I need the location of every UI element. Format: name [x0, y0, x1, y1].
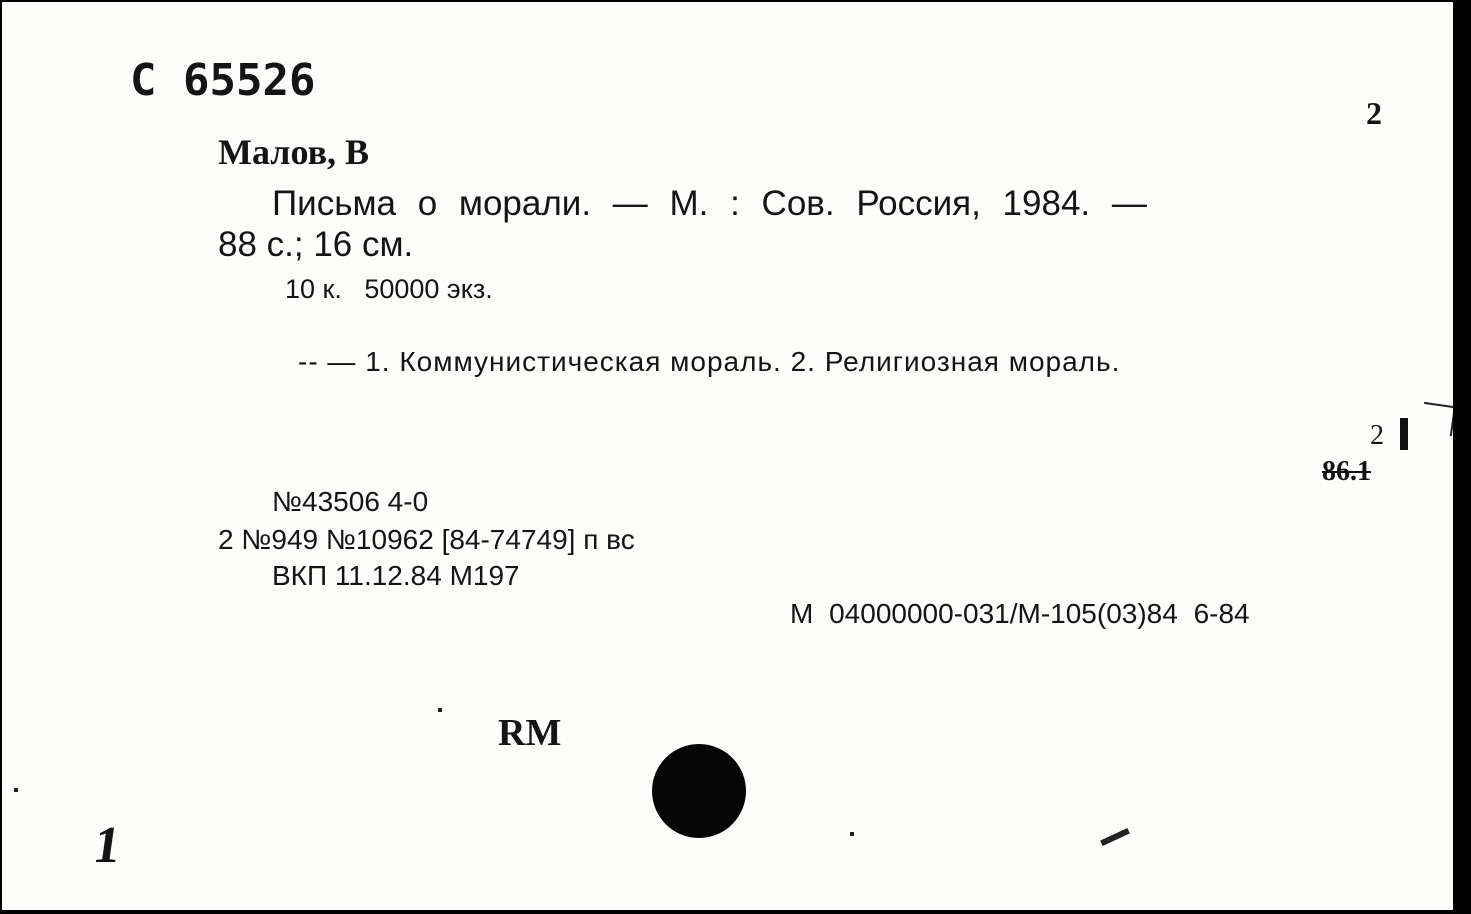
author: Малов, В	[218, 132, 370, 172]
catalog-card	[2, 2, 1453, 910]
class-number: 2	[1370, 420, 1384, 451]
isbn-line: М 04000000-031/М-105(03)84 6-84	[790, 598, 1250, 629]
call-number: C 65526	[130, 55, 316, 106]
subject-headings: -- — 1. Коммунистическая мораль. 2. Религиозная мораль.	[298, 346, 1121, 377]
class-code: 86.1	[1322, 456, 1371, 487]
ink-mark	[1100, 828, 1130, 846]
library-stamp: RM	[498, 712, 562, 754]
record-line-2: 2 №949 №10962 [84-74749] п вс	[218, 524, 635, 555]
title-line-2: 88 с.; 16 см.	[218, 225, 414, 264]
corner-number: 2	[1366, 95, 1382, 131]
punch-hole	[652, 744, 746, 838]
record-line-1: №43506 4-0	[272, 486, 429, 517]
speck	[850, 832, 854, 836]
handwritten-mark: 1	[90, 817, 125, 874]
ink-mark	[1400, 418, 1408, 450]
title-line-1: Письма о морали. — М. : Сов. Россия, 1984. —	[272, 184, 1147, 223]
record-line-3: ВКП 11.12.84 М197	[272, 560, 520, 591]
speck	[438, 708, 442, 712]
ink-mark	[1420, 402, 1453, 436]
price-line: 10 к. 50000 экз.	[285, 274, 493, 304]
speck	[14, 788, 18, 792]
